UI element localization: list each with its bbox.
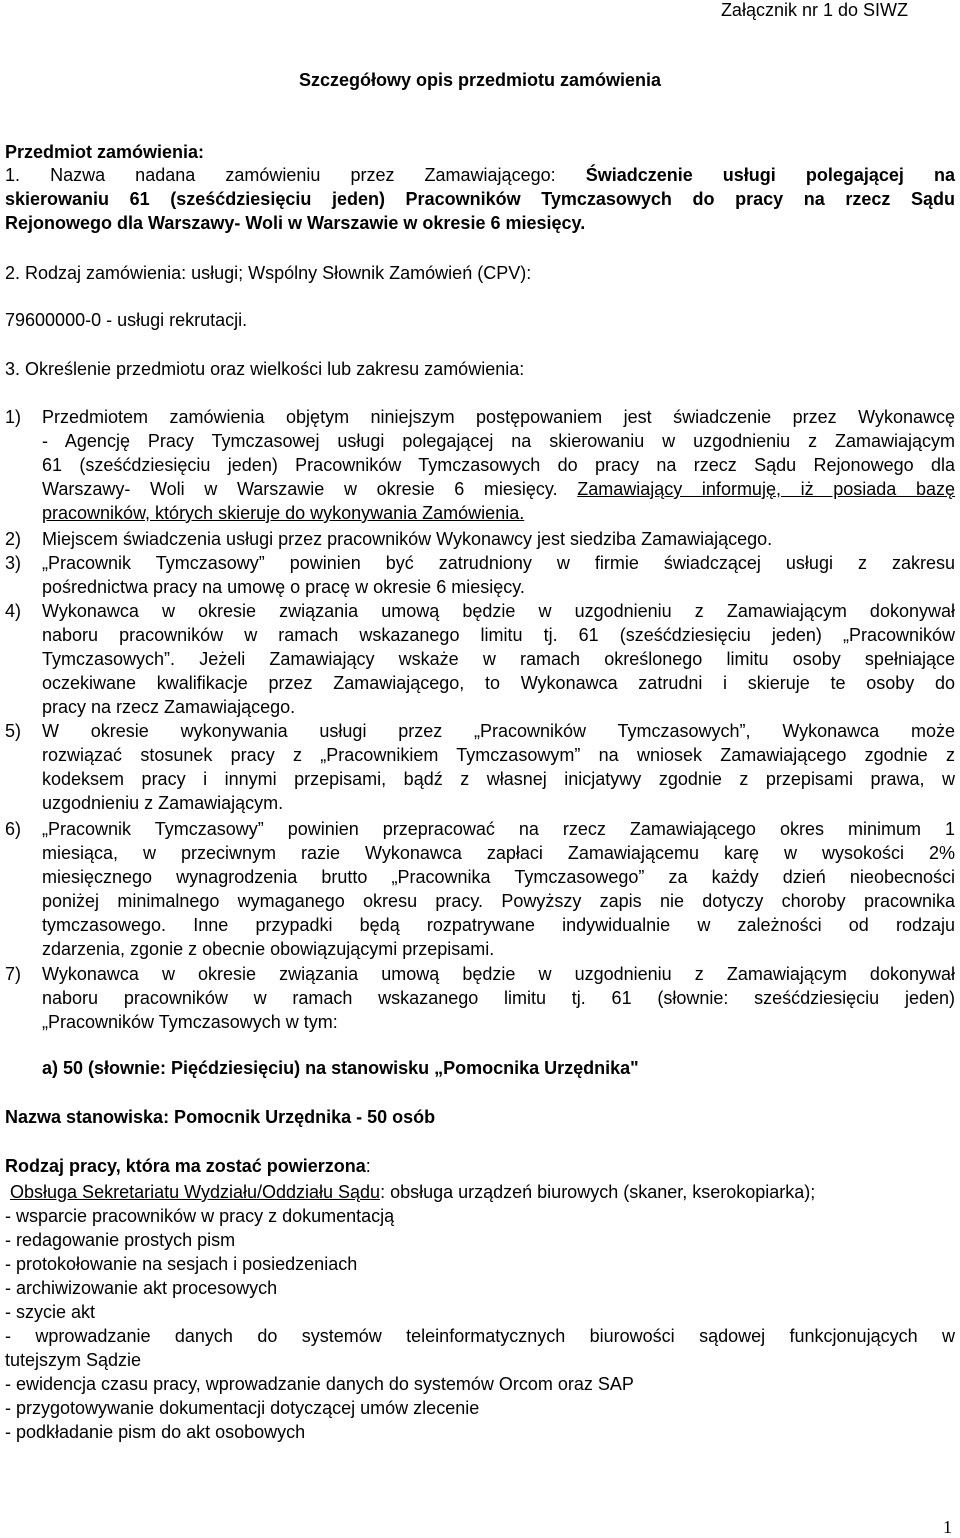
work-type-label: Rodzaj pracy, która ma zostać powierzona bbox=[5, 1156, 366, 1176]
item-5-line: kodeksem pracy i innymi przepisami, bądź z własnej inicjatywy zgodnie z przepisami prawa, w bbox=[42, 769, 955, 789]
item-1-text: Warszawy- Woli w Warszawie w okresie 6 miesięcy. bbox=[42, 479, 578, 499]
attachment-label: Załącznik nr 1 do SIWZ bbox=[720, 0, 908, 20]
item-1-line: 61 (sześćdziesięciu jeden) Pracowników Tymczasowych do pracy na rzecz Sądu Rejonowego dla bbox=[42, 455, 955, 475]
item-4-line: oczekiwane kwalifikacje przez Zamawiającego, to Wykonawca zatrudni i skieruje te osoby do bbox=[42, 673, 955, 693]
item-3-line: pośrednictwa pracy na umowę o pracę w okresie 6 miesięcy. bbox=[42, 577, 525, 597]
item-7-number: 7) bbox=[5, 964, 22, 984]
item-1 bbox=[5, 405, 955, 525]
page-number: 1 bbox=[943, 1517, 952, 1537]
task-item: - archiwizowanie akt procesowych bbox=[5, 1278, 278, 1298]
work-type-colon: : bbox=[365, 1156, 371, 1176]
position-name: Nazwa stanowiska: Pomocnik Urzędnika - 50 osób bbox=[5, 1107, 436, 1127]
item-6-line: miesiąca, w przeciwnym razie Wykonawca zapłaci Zamawiającemu karę w wysokości 2% bbox=[42, 843, 955, 863]
work-type-heading bbox=[5, 1156, 371, 1177]
item-4-number: 4) bbox=[5, 601, 22, 621]
item-7 bbox=[5, 962, 955, 1034]
work-type-first-line bbox=[5, 1180, 955, 1204]
task-item: - ewidencja czasu pracy, wprowadzanie danych do systemów Orcom oraz SAP bbox=[5, 1374, 634, 1394]
item-3-number: 3) bbox=[5, 553, 22, 573]
task-item: - szycie akt bbox=[5, 1302, 96, 1322]
item-7-line: naboru pracowników w ramach wskazanego limitu tj. 61 (słownie: sześćdziesięciu jeden) bbox=[42, 988, 955, 1008]
item-6 bbox=[5, 817, 955, 961]
section-2-line-2: 79600000-0 - usługi rekrutacji. bbox=[5, 310, 248, 330]
item-3-line: „Pracownik Tymczasowy” powinien być zatrudniony w firmie świadczącej usługi z zakresu bbox=[42, 553, 955, 573]
work-type-department: Obsługa Sekretariatu Wydziału/Oddziału Sądu bbox=[10, 1182, 381, 1202]
item-2-number: 2) bbox=[5, 529, 22, 549]
section-1-label: 1. Nazwa nadana zamówieniu przez Zamawiającego: bbox=[5, 165, 586, 185]
task-item-continuation: tutejszym Sądzie bbox=[5, 1350, 142, 1370]
section-1 bbox=[5, 163, 955, 235]
item-4-line: pracy na rzecz Zamawiającego. bbox=[42, 697, 296, 717]
section-1-line-2: skierowaniu 61 (sześćdziesięciu jeden) Pracowników Tymczasowych do pracy na rzecz Sądu bbox=[5, 189, 955, 209]
item-5-number: 5) bbox=[5, 721, 22, 741]
task-item: - wprowadzanie danych do systemów teleinformatycznych biurowości sądowej funkcjonujących w bbox=[5, 1326, 955, 1346]
task-item: - podkładanie pism do akt osobowych bbox=[5, 1422, 306, 1442]
item-7-line: Wykonawca w okresie związania umową będzie w uzgodnieniu z Zamawiającym dokonywał bbox=[42, 964, 955, 984]
item-2-line: Miejscem świadczenia usługi przez pracowników Wykonawcy jest siedziba Zamawiającego. bbox=[42, 529, 773, 549]
item-1-line: - Agencję Pracy Tymczasowej usługi polegającej na skierowaniu w uzgodnieniu z Zamawiającym bbox=[42, 431, 955, 451]
item-1-line bbox=[42, 477, 955, 501]
section-1-line-3: Rejonowego dla Warszawy- Woli w Warszawie w okresie 6 miesięcy. bbox=[5, 213, 586, 233]
item-5 bbox=[5, 719, 955, 815]
item-6-line: miesięcznego wynagrodzenia brutto „Pracownika Tymczasowego” za każdy dzień nieobecności bbox=[42, 867, 955, 887]
item-6-line: zdarzenia, zgonie z obecnie obowiązującymi przepisami. bbox=[42, 939, 495, 959]
item-1-underlined: Zamawiający informuję, iż posiada bazę bbox=[577, 479, 955, 499]
item-1-number: 1) bbox=[5, 407, 22, 427]
section-1-name-start: Świadczenie usługi polegającej na bbox=[585, 165, 956, 185]
item-5-line: uzgodnieniu z Zamawiającym. bbox=[42, 793, 284, 813]
section-3-heading: 3. Określenie przedmiotu oraz wielkości lub zakresu zamówienia: bbox=[5, 359, 525, 379]
document-title: Szczegółowy opis przedmiotu zamówienia bbox=[298, 70, 662, 90]
item-4-line: Wykonawca w okresie związania umową będzie w uzgodnieniu z Zamawiającym dokonywał bbox=[42, 601, 955, 621]
subpoint-a: a) 50 (słownie: Pięćdziesięciu) na stanowisku „Pomocnika Urzędnika" bbox=[42, 1058, 639, 1078]
item-4-line: Tymczasowych”. Jeżeli Zamawiający wskaże w ramach określonego limitu osoby spełniające bbox=[42, 649, 955, 669]
task-item: - redagowanie prostych pism bbox=[5, 1230, 236, 1250]
work-type-first-rest: : obsługa urządzeń biurowych (skaner, kserokopiarka); bbox=[380, 1182, 816, 1202]
task-item: - protokołowanie na sesjach i posiedzeniach bbox=[5, 1254, 358, 1274]
section-1-line-1 bbox=[5, 163, 955, 187]
item-7-line: „Pracowników Tymczasowych w tym: bbox=[42, 1012, 338, 1032]
item-6-line: „Pracownik Tymczasowy” powinien przepracować na rzecz Zamawiającego okres minimum 1 bbox=[42, 819, 955, 839]
work-type-list bbox=[5, 1180, 955, 1444]
item-6-line: poniżej minimalnego wymaganego okresu pracy. Powyższy zapis nie dotyczy choroby pracownika bbox=[42, 891, 955, 911]
item-6-line: tymczasowego. Inne przypadki będą rozpatrywane indywidualnie w zależności od rodzaju bbox=[42, 915, 955, 935]
item-3 bbox=[5, 551, 955, 599]
item-1-line: pracowników, których skieruje do wykonywania Zamówienia. bbox=[42, 503, 525, 523]
subject-heading: Przedmiot zamówienia: bbox=[5, 142, 205, 162]
task-item: - przygotowywanie dokumentacji dotyczącej umów zlecenie bbox=[5, 1398, 480, 1418]
item-4 bbox=[5, 599, 955, 719]
item-5-line: rozwiązać stosunek pracy z „Pracownikiem Tymczasowym” na wniosek Zamawiającego zgodnie z bbox=[42, 745, 955, 765]
item-5-line: W okresie wykonywania usługi przez „Pracowników Tymczasowych”, Wykonawca może bbox=[42, 721, 955, 741]
item-6-number: 6) bbox=[5, 819, 22, 839]
item-2 bbox=[5, 527, 955, 551]
task-item: - wsparcie pracowników w pracy z dokumentacją bbox=[5, 1206, 395, 1226]
item-1-line: Przedmiotem zamówienia objętym niniejszym postępowaniem jest świadczenie przez Wykonawcę bbox=[42, 407, 955, 427]
item-4-line: naboru pracowników w ramach wskazanego limitu tj. 61 (sześćdziesięciu jeden) „Pracowników bbox=[42, 625, 955, 645]
section-2-line-1: 2. Rodzaj zamówienia: usługi; Wspólny Słownik Zamówień (CPV): bbox=[5, 263, 532, 283]
